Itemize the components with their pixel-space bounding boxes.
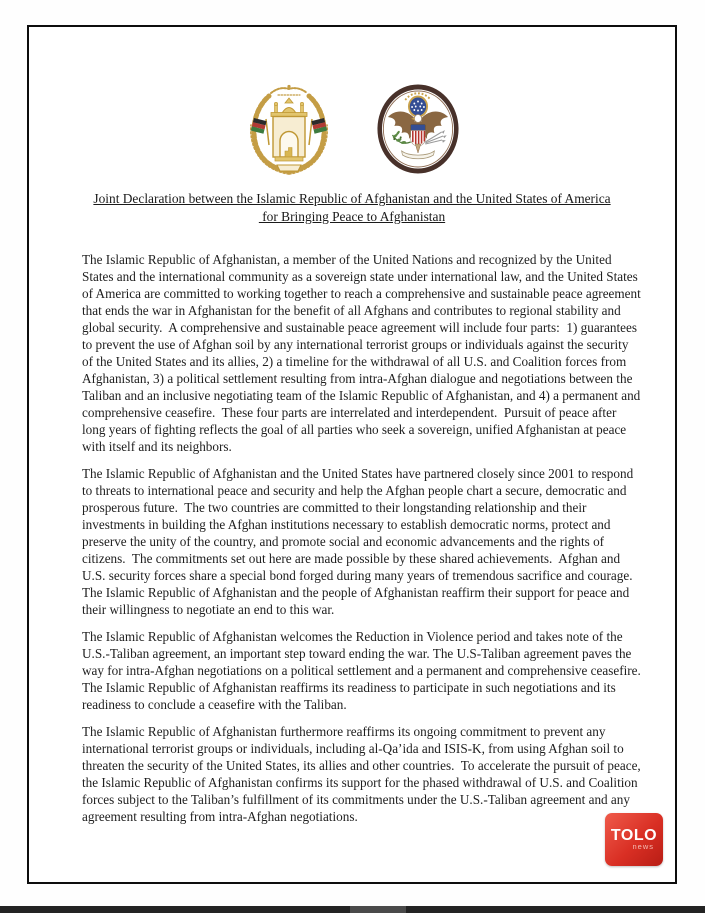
- title-line-1: Joint Declaration between the Islamic Republic of Afghanistan and the United States of America: [93, 191, 611, 206]
- document-body: [82, 251, 641, 835]
- document-text-line: The Islamic Republic of Afghanistan reaffirms its readiness to participate in such negotiations and its: [82, 680, 616, 695]
- document-text-line: The Islamic Republic of Afghanistan, a member of the United Nations and recognized by the United: [82, 252, 612, 267]
- paragraph-4: [82, 723, 641, 825]
- document-text-line: of America are committed to working together to reach a comprehensive and sustainable peace agreement: [82, 286, 641, 301]
- document-text-line: investments in building the Afghan institutions necessary to establish democratic norms, protect and: [82, 517, 611, 532]
- document-text-line: forces subject to the Taliban’s fulfillment of its commitments under the U.S.-Taliban agreement and any: [82, 792, 630, 807]
- title-line-2: for Bringing Peace to Afghanistan: [258, 208, 446, 224]
- paragraph-3: [82, 628, 641, 713]
- document-text-line: agreement resulting from intra-Afghan negotiations.: [82, 809, 358, 824]
- paragraph-1: [82, 251, 641, 455]
- document-text-line: comprehensive ceasefire. These four parts are interrelated and interdependent. Pursuit of peace after: [82, 405, 617, 420]
- document-text-line: of the United States and its allies, 2) a timeline for the withdrawal of all U.S. and Coalition forces from: [82, 354, 627, 369]
- document-text-line: prosperous future. The two countries are committed to their longstanding relationship and their: [82, 500, 587, 515]
- document-text-line: readiness to conclude a ceasefire with the Taliban.: [82, 697, 347, 712]
- bottom-bar-segment: [350, 906, 406, 913]
- document-text-line: that ends the war in Afghanistan for the benefit of all Afghans and contributes to regional stability and: [82, 303, 621, 318]
- document-text-line: States and the international community as a sovereign state under international law, and the United States: [82, 269, 638, 284]
- document-text-line: their willingness to negotiate an end to this war.: [82, 602, 335, 617]
- document-text-line: U.S.-Taliban agreement, an important step toward ending the war. The U.S-Taliban agreement paves the: [82, 646, 632, 661]
- document-text-line: way for intra-Afghan negotiations on a political settlement and a permanent and comprehensive ceasefire.: [82, 663, 641, 678]
- document-text-line: citizens. The commitments set out here are made possible by these shared achievements. Afghan and: [82, 551, 621, 566]
- tolo-news-text: news: [632, 842, 654, 851]
- us-great-seal-icon: [377, 84, 459, 174]
- document-text-line: global security. A comprehensive and sustainable peace agreement will include four parts: 1) guarantees: [82, 320, 638, 335]
- document-text-line: international terrorist groups or individuals, including al-Qa’ida and ISIS-K, from using Afghan soil to: [82, 741, 624, 756]
- tolo-brand-text: TOLO: [610, 827, 658, 844]
- document-text-line: The Islamic Republic of Afghanistan furthermore reaffirms its ongoing commitment to prevent any: [82, 724, 606, 739]
- bottom-video-bar: [0, 906, 705, 913]
- document-text-line: Taliban and an inclusive negotiating team of the Islamic Republic of Afghanistan, and 4) a permanent and: [82, 388, 641, 403]
- document-text-line: long years of fighting reflects the goal of all parties who seek a sovereign, unified Afghanistan at peace: [82, 422, 627, 437]
- document-text-line: the Islamic Republic of Afghanistan confirms its support for the phased withdrawal of U.S. and Coalition: [82, 775, 638, 790]
- paragraph-2: [82, 465, 634, 618]
- document-title: [29, 190, 675, 225]
- document-text-line: The Islamic Republic of Afghanistan and the people of Afghanistan reaffirm their support for peace and: [82, 585, 630, 600]
- document-text-line: threaten the security of the United States, its allies and other countries. To accelerate the pursuit of peace,: [82, 758, 641, 773]
- document-text-line: The Islamic Republic of Afghanistan and the United States have partnered closely since 2001 to respond: [82, 466, 634, 481]
- document-text-line: The Islamic Republic of Afghanistan welcomes the Reduction in Violence period and takes note of the: [82, 629, 623, 644]
- afghanistan-national-emblem-icon: [245, 83, 333, 175]
- document-text-line: with itself and its neighbors.: [82, 439, 232, 454]
- document-text-line: preserve the unity of the country, and promote social and economic advancements and the rights of: [82, 534, 605, 549]
- document-text-line: Afghanistan, 3) a political settlement resulting from intra-Afghan dialogue and negotiations between the: [82, 371, 633, 386]
- document-text-line: to prevent the use of Afghan soil by any international terrorist groups or individuals against the security: [82, 337, 629, 352]
- document-text-line: to threats to international peace and security and help the Afghan people chart a secure, democratic and: [82, 483, 627, 498]
- tolo-news-logo: [605, 813, 663, 866]
- document-page: [27, 25, 677, 884]
- document-text-line: U.S. security forces share a special bond forged during many years of tremendous sacrifice and courage.: [82, 568, 633, 583]
